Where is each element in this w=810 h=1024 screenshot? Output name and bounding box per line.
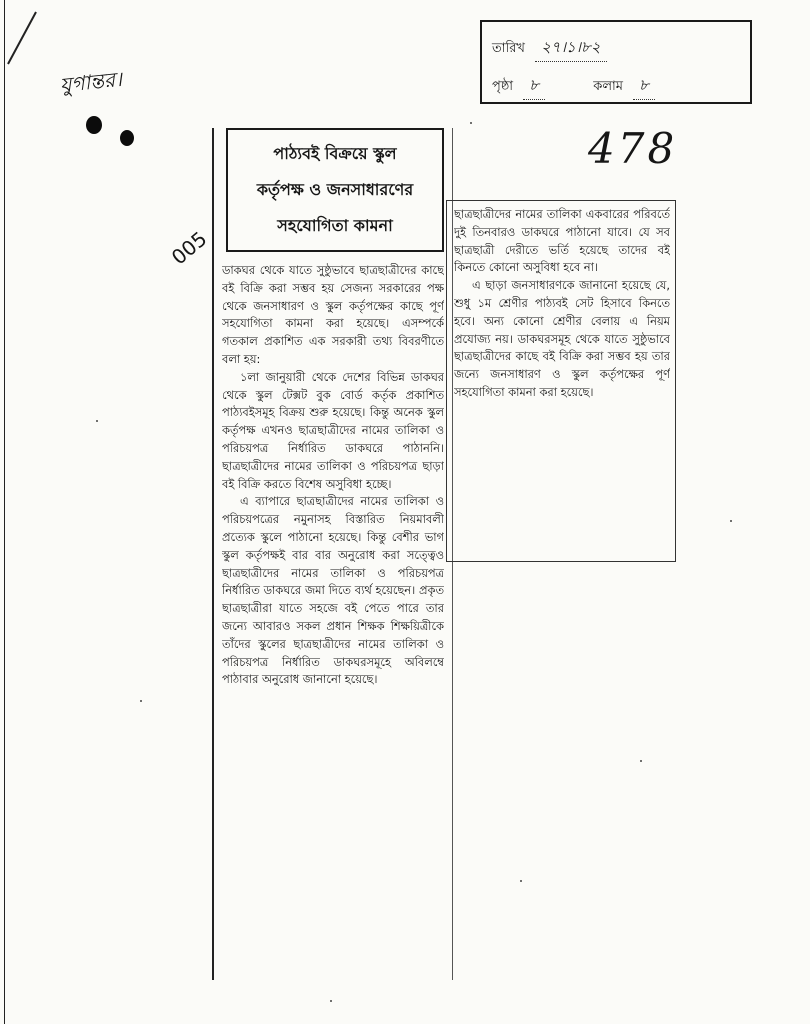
stamp-column-label: কলাম <box>593 79 624 94</box>
article-column-left <box>222 262 444 974</box>
scan-edge-line <box>4 0 5 1024</box>
scan-speckle <box>140 700 142 702</box>
headline-line: কর্তৃপক্ষ ও জনসাধারণের <box>256 180 414 199</box>
article-paragraph: এ ব্যাপারে ছাত্রছাত্রীদের নামের তালিকা ও পরিচয়পত্রের নমুনাসহ বিস্তারিত নিয়মাবলী প্রত্যেক স্কুলে পাঠানো হয়েছে। কিন্তু বেশীর ভাগ স্কুল কর্তৃপক্ষই বার বার অনুরোধ করা সত্ত্বেও ছাত্রছাত্রীদের নামের তালিকা ও পরিচয়পত্র নির্ধারিত ডাকঘরে জমা দিতে ব্যর্থ হয়েছেন। প্রকৃত ছাত্রছাত্রীরা যাতে সহজে বই পেতে পারে তার জন্যে আবারও সকল প্রধান শিক্ষক শিক্ষয়িত্রীকে তাঁদের স্কুলের ছাত্রছাত্রীদের নামের তালিকা ও পরিচয়পত্র নির্ধারিত ডাকঘরসমূহে অবিলম্বে পাঠাবার অনুরোধ জানানো হয়েছে। <box>222 494 444 687</box>
headline-line: সহযোগিতা কামনা <box>277 216 393 235</box>
scan-speckle <box>96 420 98 422</box>
stamp-date-value: ২৭।১।৮২ <box>535 36 606 62</box>
scan-speckle <box>520 880 522 882</box>
article-paragraph: ডাকঘর থেকে যাতে সুষ্ঠুভাবে ছাত্রছাত্রীদের কাছে বই বিক্রি করা সম্ভব হয় সেজন্য সরকারের পক্ষ থেকে জনসাধারণ ও স্কুল কর্তৃপক্ষের কাছে পূর্ণ সহযোগিতা কামনা করা হয়েছে। এসম্পর্কে গতকাল প্রকাশিত এক সরকারী তথ্য বিবরণীতে বলা হয়: <box>222 263 444 366</box>
handwritten-source-note: যুগান্তর। <box>58 66 124 98</box>
stamp-page-row <box>492 74 655 100</box>
punch-hole <box>86 116 102 134</box>
headline-line: পাঠ্যবই বিক্রয়ে স্কুল <box>273 144 397 163</box>
article-headline <box>226 128 444 252</box>
scan-speckle <box>640 760 642 762</box>
scan-speckle <box>730 520 732 522</box>
scan-speckle <box>470 122 472 124</box>
article-paragraph: ছাত্রছাত্রীদের নামের তালিকা একবারের পরিবর্তে দুই তিনবারও ডাকঘরে পাঠানো যাবে। যে সব ছাত্রছাত্রী দেরীতে ভর্তি হয়েছে তাদের বই কিনতে কোনো অসুবিধা হবে না। <box>454 207 670 275</box>
punch-hole <box>120 130 134 146</box>
archive-number: 478 <box>588 124 678 173</box>
date-stamp <box>480 20 752 104</box>
article-paragraph: এ ছাড়া জনসাধারণকে জানানো হয়েছে যে, শুধু ১ম শ্রেণীর পাঠ্যবই সেট হিসাবে কিনতে হবে। অন্য কোনো শ্রেণীর বেলায় এ নিয়ম প্রযোজ্য নয়। ডাকঘরসমূহ থেকে যাতে সুষ্ঠুভাবে ছাত্রছাত্রীদের কাছে বই বিক্রি করা সম্ভব হয় তার জন্যে জনসাধারণ ও স্কুল কর্তৃপক্ষের পূর্ণ সহযোগিতা কামনা করা হয়েছে। <box>454 278 670 399</box>
article-paragraph: ১লা জানুয়ারী থেকে দেশের বিভিন্ন ডাকঘর থেকে স্কুল টেক্সট বুক বোর্ড কর্তৃক প্রকাশিত পাঠ্যবইসমূহ বিক্রয় শুরু হয়েছে। কিন্তু অনেক স্কুল কর্তৃপক্ষ এখনও ছাত্রছাত্রীদের নামের তালিকা ও পরিচয়পত্র নির্ধারিত ডাকঘরে পাঠাননি। ছাত্রছাত্রীদের নামের তালিকা ও পরিচয়পত্র ছাড়া বই বিক্রি করতে বিশেষ অসুবিধা হচ্ছে। <box>222 369 444 491</box>
stamp-column-value: ৮ <box>633 74 655 100</box>
stamp-date-row <box>492 36 607 62</box>
article-column-right <box>454 206 670 556</box>
stamp-page-label: পৃষ্ঠা <box>492 79 514 94</box>
page-number: 005 <box>166 226 212 270</box>
stamp-date-label: তারিখ <box>492 41 525 56</box>
scan-speckle <box>330 1000 332 1002</box>
corner-pen-mark <box>6 8 76 68</box>
stamp-page-value: ৮ <box>523 74 545 100</box>
